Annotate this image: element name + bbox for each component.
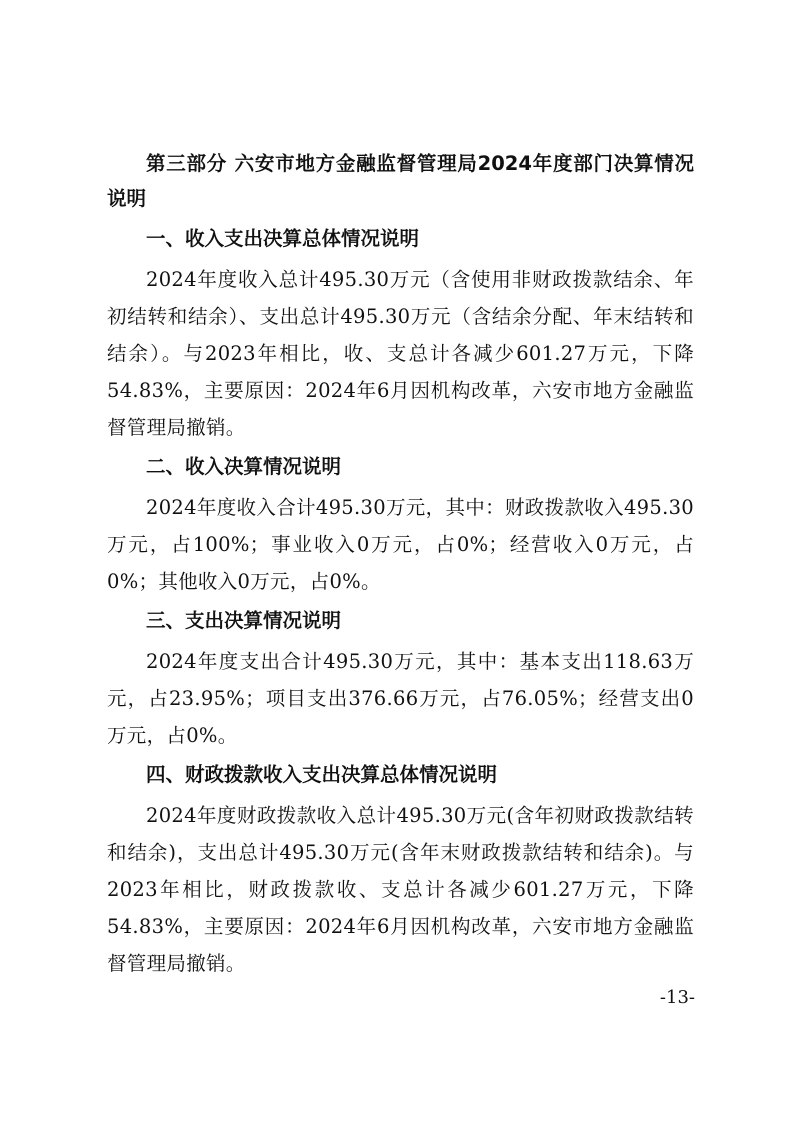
document-body	[107, 146, 694, 985]
section-paragraph-2: 2024年度收入合计495.30万元，其中：财政拨款收入495.30万元，占100%；事业收入0万元，占0%；经营收入0万元，占0%；其他收入0万元，占0%。	[107, 496, 694, 593]
section-paragraph-1: 2024年度收入总计495.30万元（含使用非财政拨款结余、年初结转和结余）、支出总计495.30万元（含结余分配、年末结转和结余）。与2023年相比，收、支总计各减少601.27万元，下降54.83%，主要原因：2024年6月因机构改革，六安市地方金融监督管理局撤销。	[107, 268, 694, 439]
page-number: -13-	[659, 987, 695, 1008]
section-heading-4: 四、财政拨款收入支出决算总体情况说明	[146, 763, 498, 786]
section-paragraph-4: 2024年度财政拨款收入总计495.30万元(含年初财政拨款结转和结余)，支出总计495.30万元(含年末财政拨款结转和结余)。与2023年相比，财政拨款收、支总计各减少601.27万元，下降54.83%，主要原因：2024年6月因机构改革，六安市地方金融监督管理局撤销。	[107, 804, 694, 975]
document-title: 第三部分 六安市地方金融监督管理局2024年度部门决算情况说明	[107, 152, 694, 210]
section-heading-1: 一、收入支出决算总体情况说明	[146, 227, 420, 250]
section-heading-2: 二、收入决算情况说明	[146, 455, 342, 478]
section-paragraph-3: 2024年度支出合计495.30万元，其中：基本支出118.63万元，占23.95%；项目支出376.66万元，占76.05%；经营支出0万元，占0%。	[107, 650, 694, 747]
section-heading-3: 三、支出决算情况说明	[146, 609, 342, 632]
